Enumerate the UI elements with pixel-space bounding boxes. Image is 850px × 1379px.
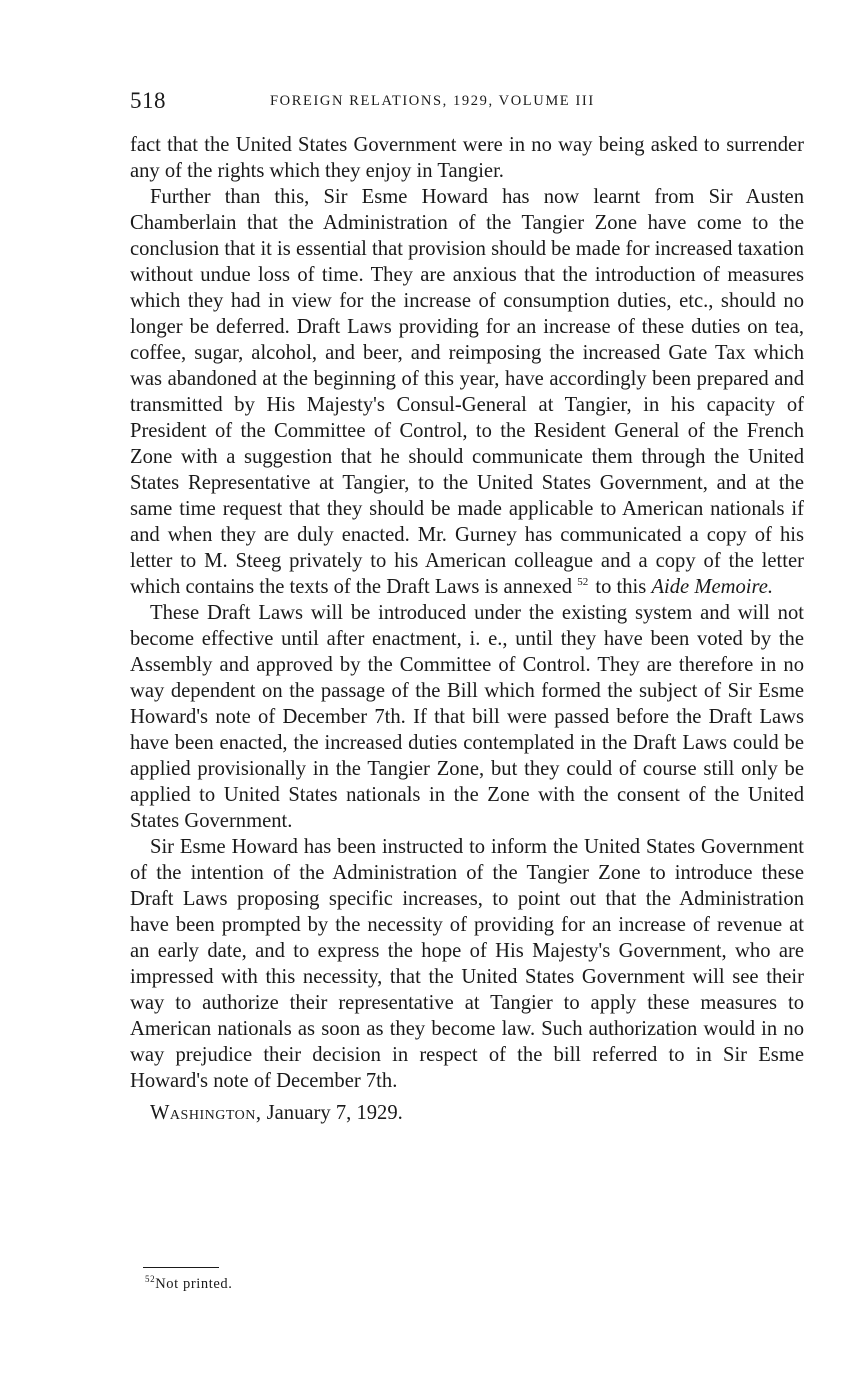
- signature-place: Washington,: [150, 1102, 262, 1124]
- footnote-marker: 52: [145, 1274, 156, 1285]
- signature-line: [130, 1100, 804, 1126]
- running-title: FOREIGN RELATIONS, 1929, VOLUME III: [270, 93, 595, 109]
- running-head: [130, 88, 805, 118]
- paragraph-4: Sir Esme Howard has been instructed to inform the United States Government of the intention of the Administration of the Tangier Zone to introduce these Draft Laws proposing specific increases, to point out that the Administration have been prompted by the necessity of providing for an increase of revenue at an early date, and to express the hope of His Majesty's Government, who are impressed with this necessity, that the United States Government will see their way to authorize their representative at Tangier to apply these measures to American nationals as soon as they become law. Such authorization would in no way prejudice their decision in respect of the bill referred to in Sir Esme Howard's note of December 7th.: [130, 836, 804, 1092]
- paragraph-2: [130, 184, 804, 600]
- footnote-reference: 52: [577, 576, 589, 589]
- footnote: [145, 1276, 232, 1293]
- paragraph-2-tail: to this: [595, 576, 647, 598]
- footnote-divider: [143, 1267, 219, 1268]
- page-number: 518: [130, 88, 166, 113]
- paragraph-1: fact that the United States Government were in no way being asked to surrender any of the rights which they enjoy in Tangier.: [130, 134, 804, 182]
- paragraph-2-text: Further than this, Sir Esme Howard has now learnt from Sir Austen Chamberlain that the Administration of the Tangier Zone have come to the conclusion that it is essential that provision should be made for increased taxation without undue loss of time. They are anxious that the introduction of measures which they had in view for the increase of consumption duties, etc., should no longer be deferred. Draft Laws providing for an increase of these duties on tea, coffee, sugar, alcohol, and beer, and reimposing the increased Gate Tax which was abandoned at the beginning of this year, have accordingly been prepared and transmitted by His Majesty's Consul-General at Tangier, in his capacity of President of the Committee of Control, to the Resident General of the French Zone with a suggestion that he should communicate them through the United States Representative at Tangier, to the United States Government, and at the same time request that they should be made applicable to American nationals if and when they are duly enacted. Mr. Gurney has communicated a copy of his letter to M. Steeg privately to his American colleague and a copy of the letter which contains the texts of the Draft Laws is annexed: [130, 186, 804, 598]
- aide-memoire-italic: Aide Memoire.: [651, 576, 774, 598]
- footnote-text: Not printed.: [155, 1276, 233, 1292]
- signature-date: January 7, 1929.: [266, 1102, 403, 1124]
- body-text: [130, 132, 804, 1126]
- paragraph-3: These Draft Laws will be introduced under the existing system and will not become effective until after enactment, i. e., until they have been voted by the Assembly and approved by the Committee of Control. They are therefore in no way dependent on the passage of the Bill which formed the subject of Sir Esme Howard's note of December 7th. If that bill were passed before the Draft Laws have been enacted, the increased duties contemplated in the Draft Laws could be applied provisionally in the Tangier Zone, but they could of course still only be applied to United States nationals in the Zone with the consent of the United States Government.: [130, 602, 804, 832]
